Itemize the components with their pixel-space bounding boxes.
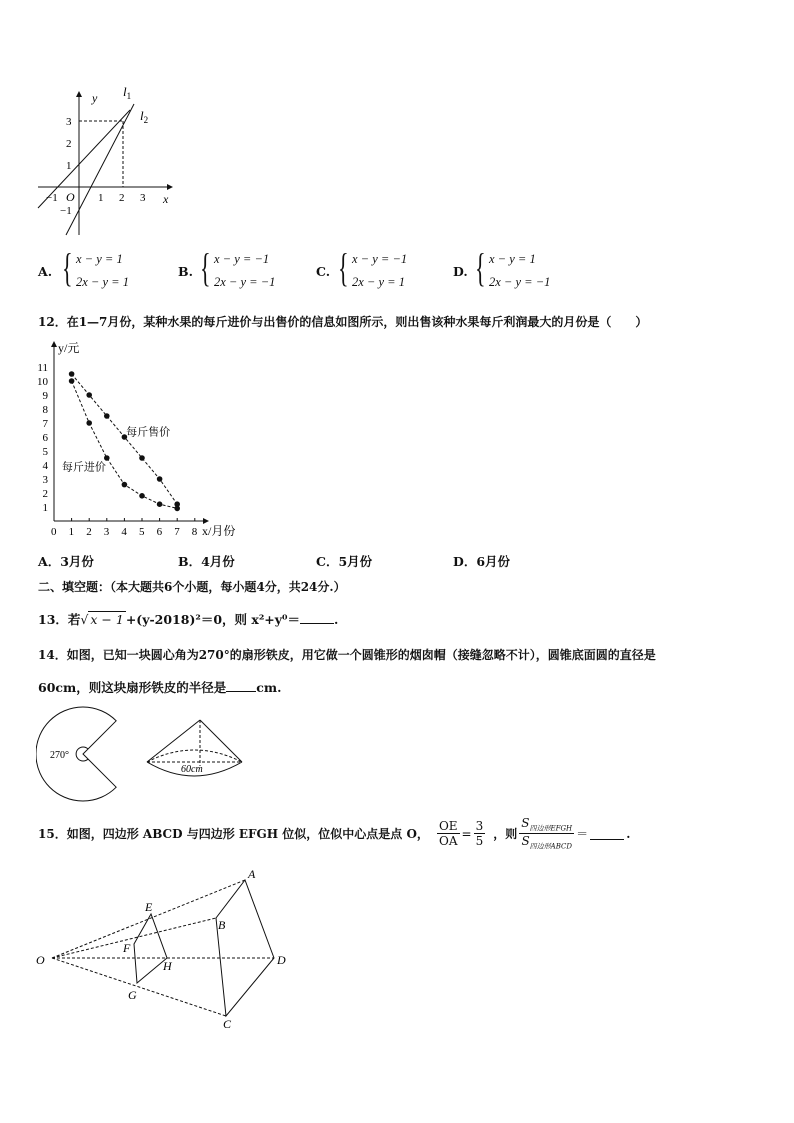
q12-option-b[interactable]: B．4月份 bbox=[178, 554, 235, 569]
data-point bbox=[174, 506, 180, 512]
label-a: A bbox=[248, 867, 256, 881]
ratio-oe-oa: $\frac{OE}{OA}$ bbox=[438, 819, 458, 849]
y-tick-label: 3 bbox=[42, 474, 48, 486]
eq1: x − y = 1 bbox=[76, 252, 123, 266]
brace: { bbox=[475, 245, 486, 290]
ytick-neg1: −1 bbox=[60, 205, 72, 217]
label-g: G bbox=[128, 988, 137, 1002]
data-point bbox=[86, 420, 92, 426]
x-tick-label: 3 bbox=[103, 526, 110, 538]
sqrt-symbol: √ bbox=[80, 612, 89, 627]
q15-text: 15．如图，四边形 ABCD 与四边形 EFGH 位似，位似中心点是点 O， $\frac{OE}{OA}$ = $\frac{3}{5}$ ，则 $\frac{S_{四边形EFGH}}{S_{四边形ABCD}}$ ＝ . bbox=[38, 816, 631, 851]
series-label: 每斤进价 bbox=[61, 461, 106, 474]
data-point bbox=[69, 371, 75, 377]
y-label: y bbox=[92, 91, 98, 105]
q11-option-d[interactable]: D. bbox=[453, 264, 468, 279]
brace: { bbox=[200, 245, 211, 290]
eq2: 2x − y = 1 bbox=[76, 275, 129, 289]
x-tick-label: 1 bbox=[68, 526, 75, 538]
q11-option-b[interactable]: B. bbox=[178, 264, 193, 279]
x-tick-label: 4 bbox=[121, 526, 127, 538]
ytick-3: 3 bbox=[66, 116, 72, 128]
q12-option-d[interactable]: D．6月份 bbox=[453, 554, 511, 569]
label-e: E bbox=[145, 900, 153, 914]
label-b: B bbox=[218, 918, 226, 932]
label-c: C bbox=[223, 1017, 232, 1031]
x-label: x bbox=[163, 192, 169, 206]
eq2: 2x − y = −1 bbox=[489, 275, 551, 289]
y-tick-label: 5 bbox=[42, 446, 48, 458]
data-point bbox=[157, 501, 163, 507]
y-tick-label: 9 bbox=[42, 390, 48, 402]
data-point bbox=[86, 392, 92, 398]
ytick-1: 1 bbox=[66, 160, 72, 172]
q14-line2: 60cm，则这块扇形铁皮的半径是 cm. bbox=[38, 680, 282, 695]
eq2: 2x − y = −1 bbox=[214, 275, 276, 289]
series-label: 每斤售价 bbox=[126, 426, 171, 439]
y-tick-label: 4 bbox=[42, 460, 48, 472]
eq1: x − y = 1 bbox=[489, 252, 536, 266]
x-tick-label: 6 bbox=[156, 526, 163, 538]
x-tick-label: 7 bbox=[174, 526, 180, 538]
quad-abcd bbox=[216, 880, 274, 1016]
y-tick-label: 2 bbox=[42, 488, 48, 500]
brace: { bbox=[62, 245, 73, 290]
q12-text: 12．在1—7月份，某种水果的每斤进价与出售价的信息如图所示，则出售该种水果每斤利润最大的月份是（ ） bbox=[38, 315, 648, 329]
data-point bbox=[139, 455, 145, 461]
label-h: H bbox=[163, 959, 172, 973]
x-tick-label: 5 bbox=[139, 526, 145, 538]
label-o: O bbox=[36, 953, 45, 967]
xtick-neg1: −1 bbox=[46, 192, 58, 204]
data-point bbox=[69, 378, 75, 384]
chart-xlabel: x/月份 bbox=[202, 524, 236, 538]
eq1: x − y = −1 bbox=[214, 252, 270, 266]
ratio-value: $\frac{3}{5}$ bbox=[475, 819, 484, 849]
y-tick-label: 6 bbox=[42, 432, 48, 444]
label-f: F bbox=[123, 941, 131, 955]
x-tick-label: 0 bbox=[51, 526, 57, 538]
radicand: x − 1 bbox=[90, 612, 124, 627]
section-heading: 二、填空题：（本大题共6个小题，每小题4分，共24分.） bbox=[38, 580, 346, 594]
xtick-2: 2 bbox=[119, 192, 125, 204]
y-tick-label: 1 bbox=[42, 502, 48, 514]
l1-label: $l_1$ bbox=[123, 84, 132, 101]
y-tick-label: 10 bbox=[37, 376, 48, 388]
ytick-2: 2 bbox=[66, 138, 72, 150]
q12-chart bbox=[30, 336, 260, 546]
eq1: x − y = −1 bbox=[352, 252, 408, 266]
q14-figure bbox=[36, 706, 256, 806]
q14-line1: 14．如图，已知一块圆心角为270°的扇形铁皮，用它做一个圆锥形的烟囱帽（接缝忽略不计），圆锥底面圆的直径是 bbox=[38, 648, 656, 662]
y-tick-label: 7 bbox=[42, 418, 48, 430]
angle-label: 270° bbox=[50, 750, 69, 761]
diameter-label: 60cm bbox=[181, 764, 203, 775]
q11-option-a-system bbox=[62, 245, 162, 296]
xtick-1: 1 bbox=[98, 192, 104, 204]
answer-blank-15[interactable] bbox=[590, 827, 624, 840]
y-tick-label: 8 bbox=[42, 404, 48, 416]
q11-option-d-system bbox=[475, 245, 575, 296]
origin-label: O bbox=[66, 190, 75, 204]
angle-arc bbox=[76, 747, 88, 761]
label-d: D bbox=[277, 953, 286, 967]
answer-blank-14[interactable] bbox=[226, 679, 256, 692]
ray-ob bbox=[52, 918, 216, 958]
xtick-3: 3 bbox=[140, 192, 146, 204]
l2-label: $l_2$ bbox=[140, 108, 149, 125]
data-point bbox=[157, 476, 163, 482]
q11-option-b-system bbox=[200, 245, 300, 296]
y-tick-label: 11 bbox=[37, 362, 48, 374]
x-tick-label: 8 bbox=[191, 526, 198, 538]
data-point bbox=[122, 482, 128, 488]
q12-option-c[interactable]: C．5月份 bbox=[316, 554, 373, 569]
series-line bbox=[72, 381, 178, 508]
area-ratio: $\frac{S_{四边形EFGH}}{S_{四边形ABCD}}$ bbox=[521, 816, 573, 851]
data-point bbox=[104, 413, 110, 419]
q11-option-a[interactable]: A. bbox=[38, 264, 53, 279]
data-point bbox=[139, 493, 145, 499]
answer-blank-13[interactable] bbox=[300, 611, 334, 624]
x-tick-label: 2 bbox=[86, 526, 92, 538]
q12-option-a[interactable]: A．3月份 bbox=[38, 554, 94, 569]
q11-option-c[interactable]: C. bbox=[316, 264, 331, 279]
ray-oc bbox=[52, 958, 226, 1016]
eq2: 2x − y = 1 bbox=[352, 275, 405, 289]
q15-figure bbox=[30, 862, 300, 1037]
line-l2 bbox=[66, 104, 134, 235]
brace: { bbox=[338, 245, 349, 290]
chart-ylabel: y/元 bbox=[58, 341, 80, 355]
q13-text: 13．若√ x − 1 +(y-2018)²＝0，则 x²+y⁰＝ . bbox=[38, 612, 339, 627]
q11-graph bbox=[30, 80, 190, 240]
data-point bbox=[104, 455, 110, 461]
q11-option-c-system bbox=[338, 245, 438, 296]
